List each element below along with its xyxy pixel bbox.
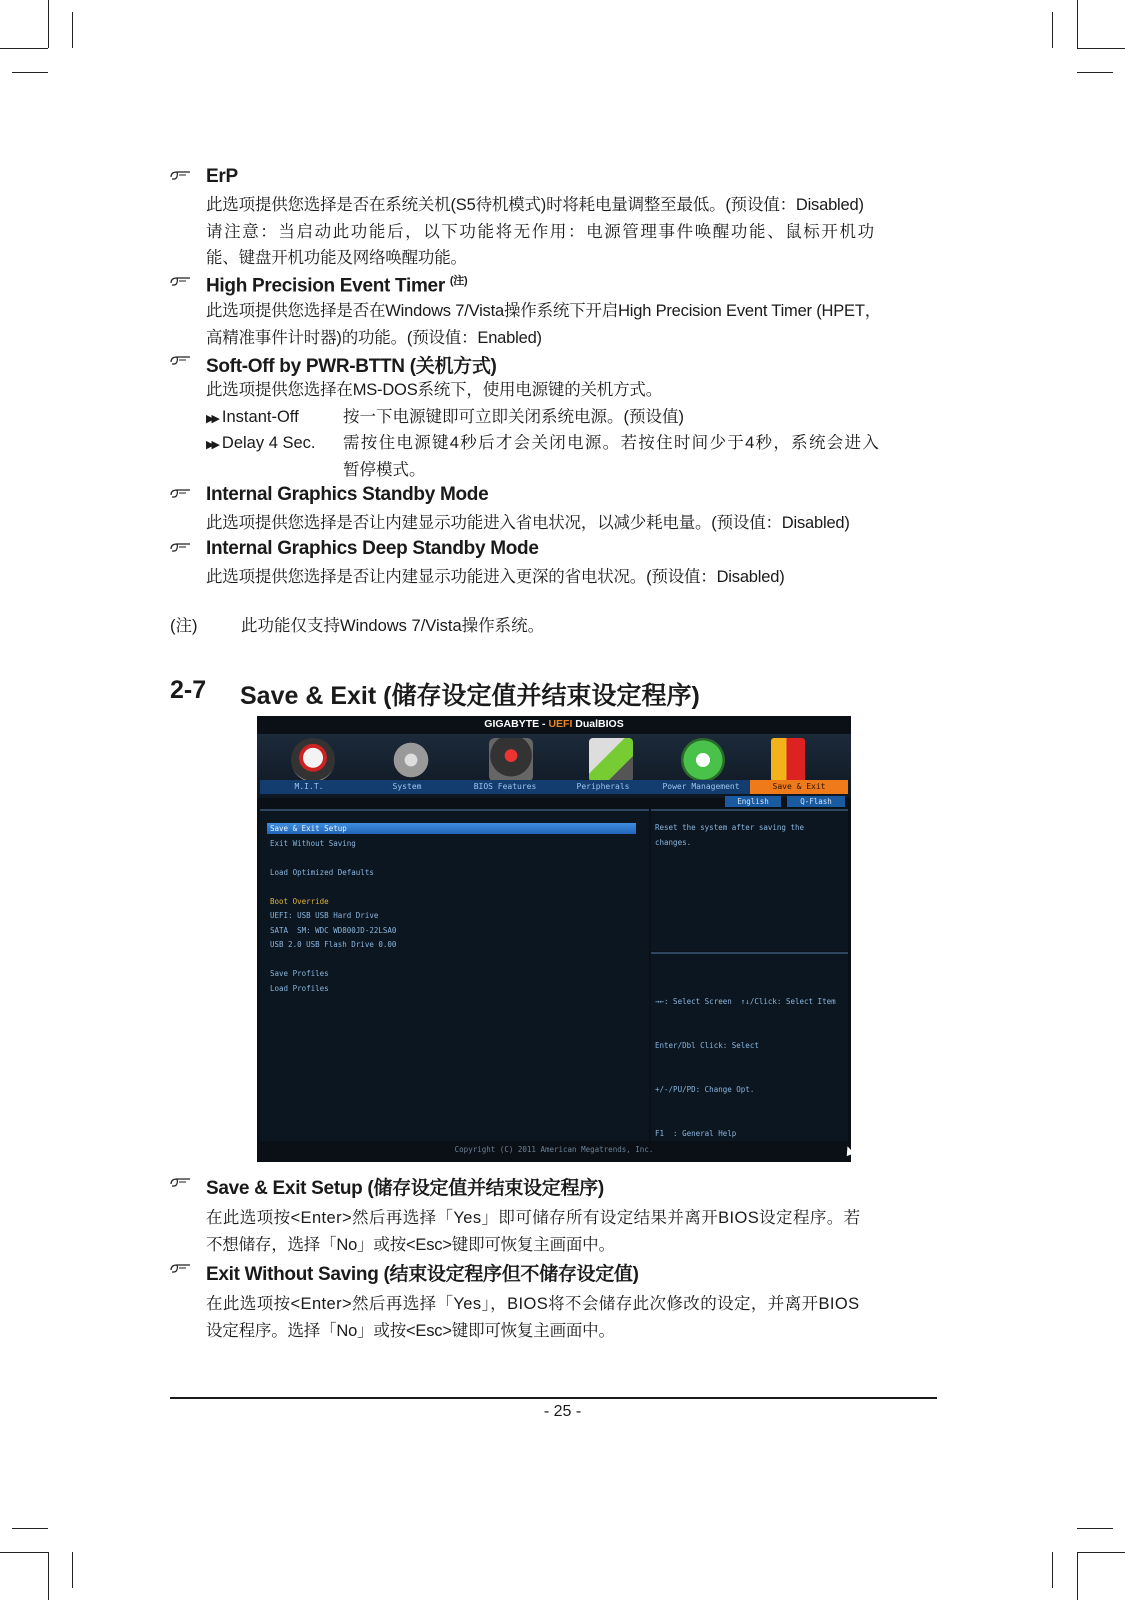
- qflash-button[interactable]: Q-Flash: [787, 796, 845, 807]
- chip-icon: [489, 738, 533, 782]
- tab-peripherals[interactable]: Peripherals: [576, 782, 630, 791]
- item-igfx-standby: [170, 484, 940, 537]
- mouse-cursor-icon: [844, 1145, 851, 1156]
- exit-door-icon: [771, 738, 805, 782]
- pointing-hand-icon: [170, 1261, 192, 1275]
- pointing-hand-icon: [170, 486, 192, 500]
- crop-mark: [72, 1552, 73, 1588]
- bios-brand: GIGABYTE - UEFI DualBIOS: [484, 718, 624, 730]
- item-description: 此选项提供您选择是否让内建显示功能进入更深的省电状况。(预设值：Disabled): [206, 568, 785, 586]
- crop-mark: [12, 1528, 48, 1529]
- bios-copyright: Copyright (C) 2011 American Megatrends, Inc.: [454, 1145, 654, 1154]
- tab-system[interactable]: System: [392, 782, 422, 791]
- crop-mark: [48, 1552, 49, 1600]
- help-text: Reset the system after saving the changes.: [655, 823, 805, 847]
- menu-load-optimized-defaults[interactable]: Load Optimized Defaults: [270, 868, 374, 877]
- item-title: High Precision Event Timer $^{(注)}$: [206, 275, 468, 297]
- double-arrow-icon: ▶▶: [206, 412, 217, 425]
- item-exit-without-saving: [170, 1259, 940, 1344]
- pointing-hand-icon: [170, 168, 192, 182]
- item-title: Exit Without Saving (结束设定程序但不储存设定值): [206, 1264, 639, 1285]
- section-title: Save & Exit (储存设定值并结束设定程序): [240, 682, 700, 710]
- double-arrow-icon: ▶▶: [206, 439, 217, 451]
- item-description: 在此选项按<Enter>然后再选择「Yes」即可储存所有设定结果并离开BIOS设定程序。若 不想储存，选择「No」或按<Esc>键即可恢复主画面中。: [206, 1209, 861, 1254]
- item-description: 此选项提供您选择是否在系统关机(S5待机模式)时将耗电量调整至最低。(预设值：Disabled) 请注意：当启动此功能后，以下功能将无作用：电源管理事件唤醒功能、鼠标开机功 能、键盘开机功能及网络唤醒功能。: [206, 196, 876, 267]
- key-legend: →←: Select Screen ↑↓/Click: Select Item Enter/Dbl Click: Select +/-/PU/PD: Change Opt. F1 : General Help: [655, 997, 836, 1138]
- item-title: Save & Exit Setup (储存设定值并结束设定程序): [206, 1178, 604, 1199]
- crop-mark: [72, 12, 73, 48]
- language-button[interactable]: English: [725, 796, 781, 807]
- tab-save-exit[interactable]: Save & Exit: [750, 780, 848, 794]
- option-instant-off: ▶▶ Instant-Off 按一下电源键即可立即关闭系统电源。(预设值): [206, 407, 684, 426]
- item-igfx-deep-standby: [170, 538, 940, 591]
- pointing-hand-icon: [170, 540, 192, 554]
- crop-mark: [48, 0, 49, 48]
- item-description: 此选项提供您选择在MS-DOS系统下，使用电源键的关机方式。: [206, 381, 663, 399]
- menu-boot-device[interactable]: USB 2.0 USB Flash Drive 0.00: [270, 940, 397, 949]
- bios-tab-bar: [260, 780, 848, 794]
- crop-mark: [12, 72, 48, 73]
- crop-mark: [1077, 1552, 1078, 1600]
- bios-screenshot: [257, 716, 851, 1162]
- tab-power-management[interactable]: Power Management: [662, 782, 740, 791]
- footnote-text: 此功能仅支持Windows 7/Vista操作系统。: [241, 617, 545, 635]
- tab-mit[interactable]: M.I.T.: [294, 782, 324, 791]
- pointing-hand-icon: [170, 1175, 192, 1189]
- speedometer-icon: [291, 738, 335, 782]
- gears-icon: [389, 738, 433, 782]
- menu-boot-device[interactable]: UEFI: USB USB Hard Drive: [270, 911, 379, 920]
- menu-boot-device[interactable]: SATA SM: WDC WD800JD-22LSA0: [270, 926, 397, 935]
- item-title: Internal Graphics Deep Standby Mode: [206, 538, 539, 559]
- menu-boot-override-header: Boot Override: [270, 897, 329, 906]
- power-icon: [681, 738, 725, 782]
- menu-save-exit-setup[interactable]: Save & Exit Setup: [267, 823, 636, 834]
- menu-load-profiles[interactable]: Load Profiles: [270, 984, 329, 993]
- menu-save-profiles[interactable]: Save Profiles: [270, 969, 329, 978]
- item-description: 此选项提供您选择是否让内建显示功能进入省电状况，以减少耗电量。(预设值：Disabled): [206, 514, 850, 532]
- footnote-label: (注): [170, 617, 198, 635]
- crop-mark: [1077, 72, 1113, 73]
- note-mark: (注): [449, 275, 468, 287]
- item-title: Soft-Off by PWR-BTTN (关机方式): [206, 356, 497, 377]
- footer-rule: [170, 1397, 937, 1399]
- item-erp: [170, 166, 940, 272]
- crop-mark: [0, 1552, 48, 1553]
- crop-mark: [1052, 12, 1053, 48]
- pointing-hand-icon: [170, 274, 192, 288]
- item-description: 此选项提供您选择是否在Windows 7/Vista操作系统下开启High Precision Event Timer (HPET， 高精准事件计时器)的功能。(预设值：Enabled): [206, 302, 882, 347]
- item-soft-off: [170, 351, 940, 483]
- peripherals-icon: [589, 738, 633, 782]
- crop-mark: [1077, 48, 1125, 49]
- tab-bios-features[interactable]: BIOS Features: [473, 782, 537, 791]
- item-title: ErP: [206, 166, 238, 187]
- section-number: 2-7: [170, 676, 207, 704]
- item-description: 在此选项按<Enter>然后再选择「Yes」，BIOS将不会储存此次修改的设定，并离开BIOS 设定程序。选择「No」或按<Esc>键即可恢复主画面中。: [206, 1295, 860, 1340]
- page-number: - 25 -: [543, 1403, 582, 1420]
- crop-mark: [0, 48, 48, 49]
- crop-mark: [1052, 1552, 1053, 1588]
- item-save-exit-setup: [170, 1173, 940, 1258]
- pointing-hand-icon: [170, 353, 192, 367]
- option-delay-4-sec: ▶▶ Delay 4 Sec. 需按住电源键4秒后才会关闭电源。若按住时间少于4秒，系统会进入 暂停模式。: [206, 434, 881, 479]
- crop-mark: [1077, 1552, 1125, 1553]
- menu-exit-without-saving[interactable]: Exit Without Saving: [270, 839, 356, 848]
- crop-mark: [1077, 1528, 1113, 1529]
- crop-mark: [1077, 0, 1078, 48]
- item-title: Internal Graphics Standby Mode: [206, 484, 489, 505]
- item-hpet: [170, 272, 940, 351]
